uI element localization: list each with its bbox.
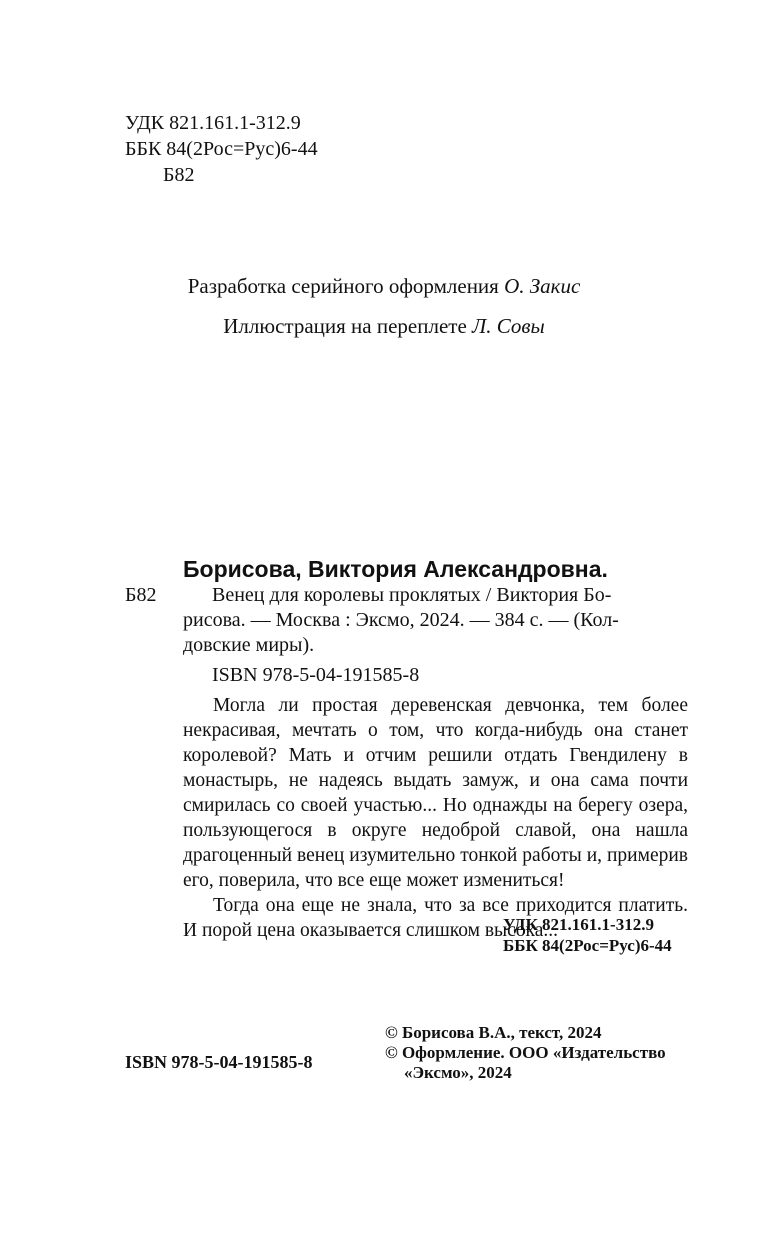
illustration-credit bbox=[0, 314, 768, 339]
catalog-author: Борисова, Виктория Александровна. bbox=[183, 556, 608, 582]
annotation bbox=[183, 693, 688, 943]
illustration-name: Л. Совы bbox=[472, 314, 545, 338]
annotation-paragraph: Могла ли простая деревенская девчонка, тем более некрасивая, мечтать о том, что когда-нибудь она станет королевой? Мать и отчим решили отдать Гвендилену в монастырь, не надеясь выдать замуж, и она сама почти смирилась со своей участью... Но однажды на берегу озера, пользующегося в округе недоброй славой, она нашла драгоценный венец изумительно тонкой работы и, примерив его, поверила, что все еще может измениться! bbox=[183, 695, 688, 891]
annotation-paragraph: Тогда она еще не знала, что за все приходится платить. И порой цена оказывается слишком высока... bbox=[183, 895, 688, 941]
description-line: Венец для королевы проклятых / Виктория Бо- bbox=[212, 584, 612, 606]
catalog-mark: Б82 bbox=[125, 584, 157, 606]
copyright-design: © Оформление. ООО «Издательство bbox=[385, 1043, 666, 1062]
footer-isbn: ISBN 978-5-04-191585-8 bbox=[125, 1052, 313, 1072]
udk-code: УДК 821.161.1-312.9 bbox=[125, 112, 301, 134]
catalog-isbn: ISBN 978-5-04-191585-8 bbox=[212, 664, 420, 686]
series-design-credit bbox=[0, 274, 768, 299]
description-line: довские миры). bbox=[183, 634, 315, 656]
copyright-design-cont: «Эксмо», 2024 bbox=[404, 1063, 512, 1082]
bbk-code: ББК 84(2Рос=Рус)6-44 bbox=[125, 138, 318, 160]
series-design-label: Разработка серийного оформления bbox=[187, 274, 499, 298]
catalog-udk: УДК 821.161.1-312.9 bbox=[503, 915, 654, 934]
catalog-bbk: ББК 84(2Рос=Рус)6-44 bbox=[503, 936, 672, 955]
illustration-label: Иллюстрация на переплете bbox=[223, 314, 467, 338]
copyright-text: © Борисова В.А., текст, 2024 bbox=[385, 1023, 602, 1042]
description-line: рисова. — Москва : Эксмо, 2024. — 384 с. — (Кол- bbox=[183, 609, 619, 631]
author-mark: Б82 bbox=[163, 164, 195, 186]
series-design-name: О. Закис bbox=[504, 274, 581, 298]
